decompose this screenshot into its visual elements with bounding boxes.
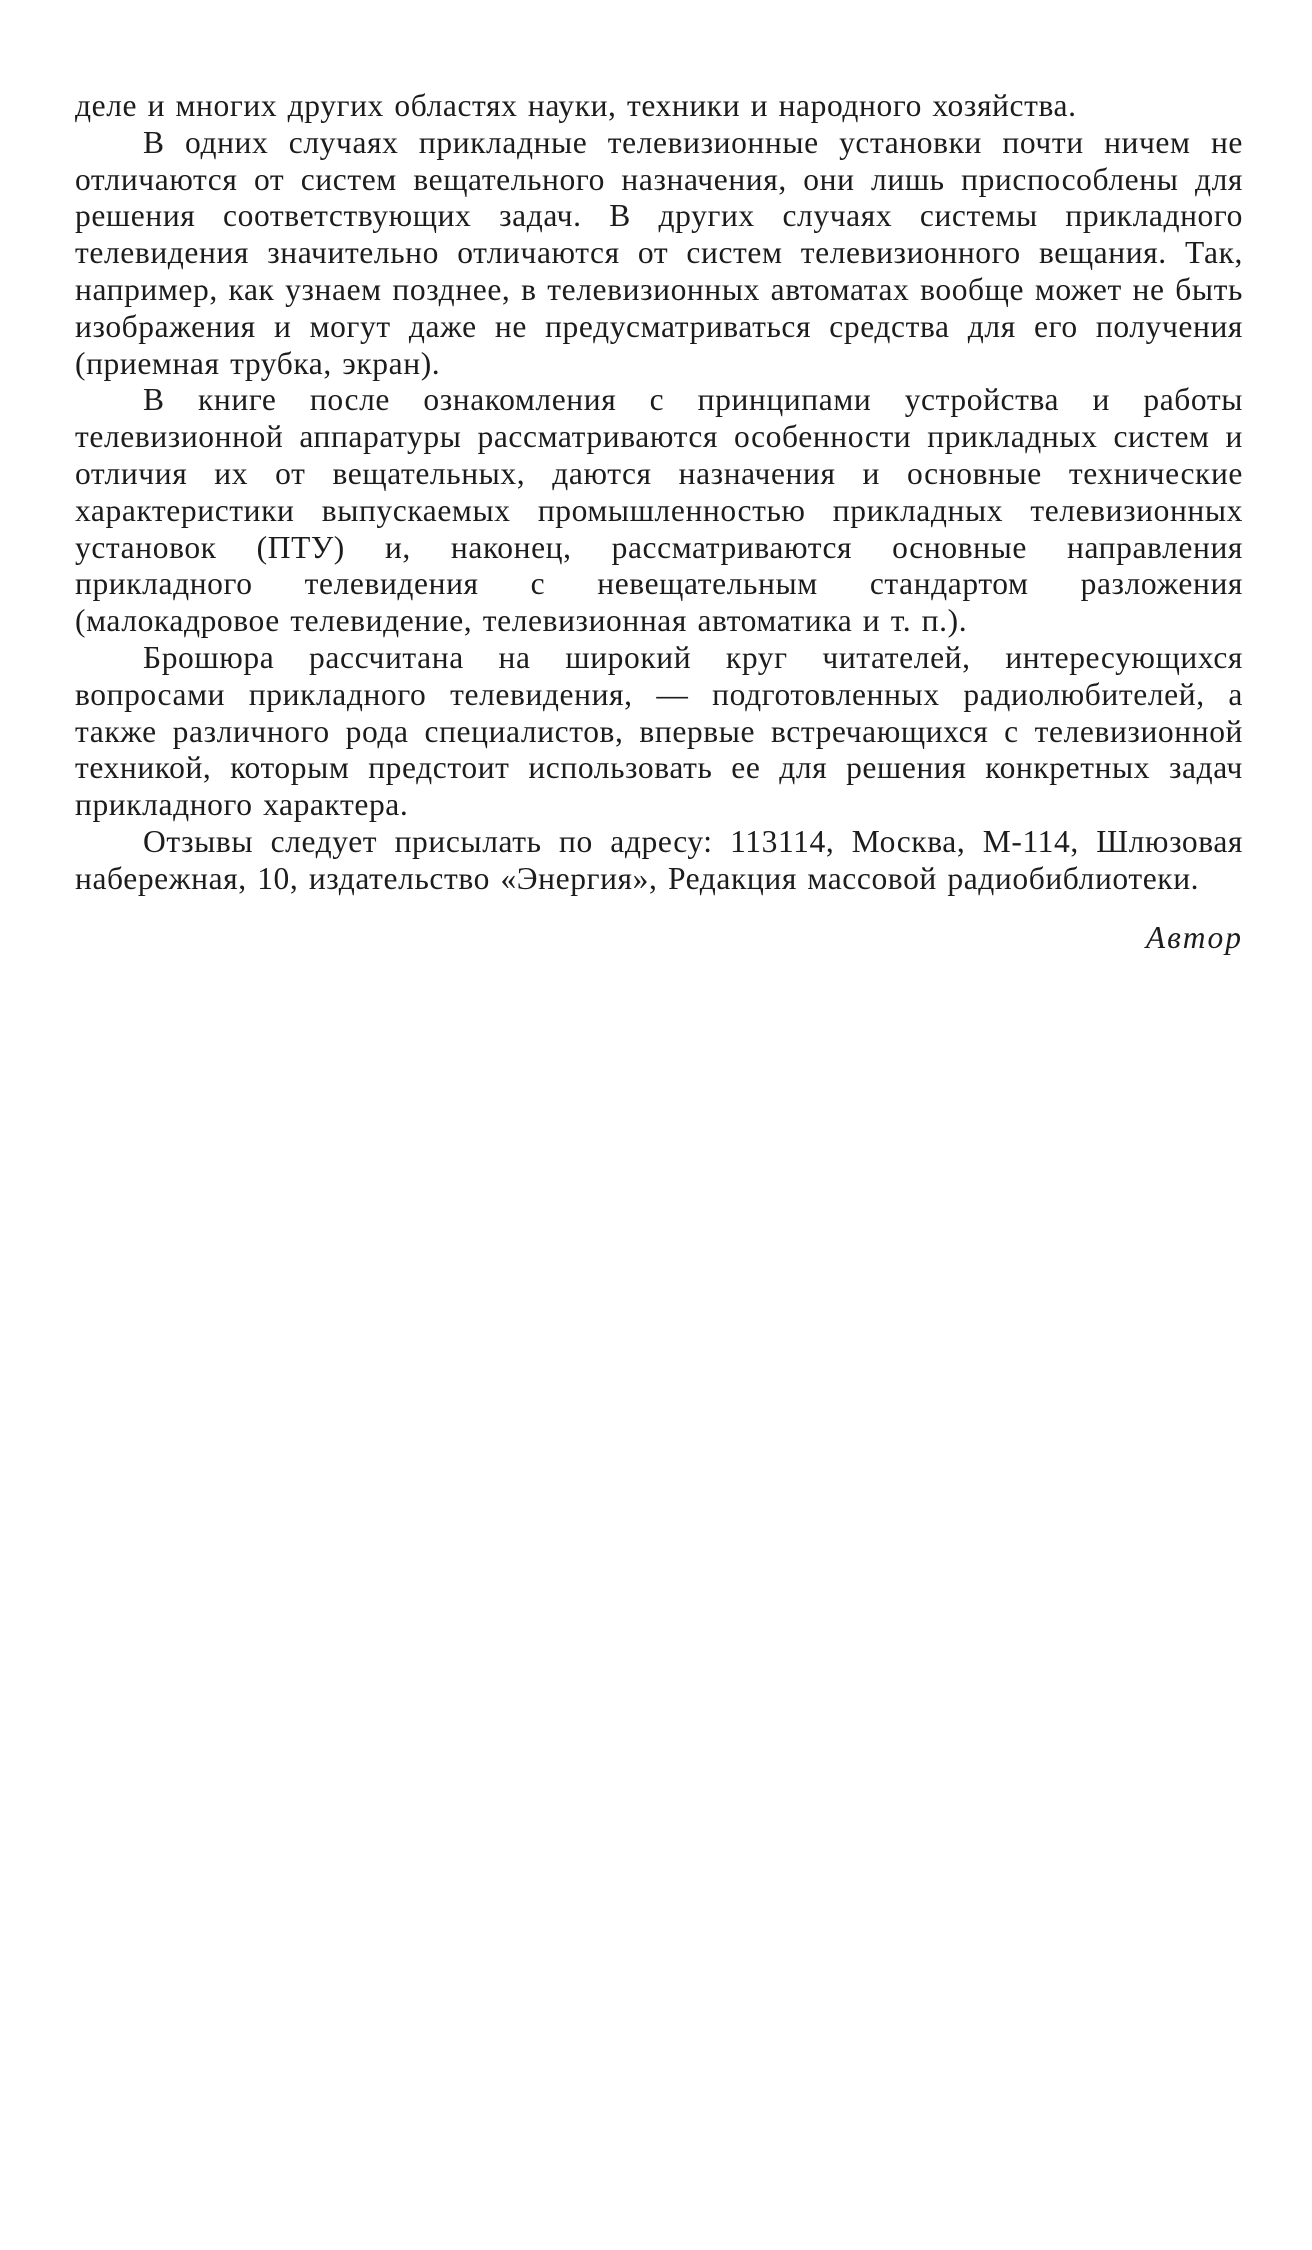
document-page <box>75 88 1243 956</box>
author-signature: Автор <box>1145 919 1243 955</box>
paragraph-feedback: Отзывы следует присылать по адресу: 113114, Москва, М-114, Шлюзовая набережная, 10, издательство «Энергия», Редакция массовой радиобиблиотеки. <box>75 823 1243 896</box>
paragraph-book-contents: В книге после ознакомления с принципами устройства и работы телевизионной аппаратуры рассматриваются особенности прикладных систем и отличия их от вещательных, даются назначения и основные технические характеристики выпускаемых промышленностью прикладных телевизионных установок (ПТУ) и, наконец, рассматриваются основные направления прикладного телевидения с невещательным стандартом разложения (малокадровое телевидение, телевизионная автоматика и т. п.). <box>75 382 1243 639</box>
paragraph-continuation: деле и многих других областях науки, техники и народного хозяйства. <box>75 88 1077 123</box>
paragraph-audience: Брошюра рассчитана на широкий круг читателей, интересующихся вопросами прикладного телевидения, — подготовленных радиолюбителей, а также различного рода специалистов, впервые встречающихся с телевизионной техникой, которым предстоит использовать ее для решения конкретных задач прикладного характера. <box>75 639 1243 823</box>
paragraph-applied-vs-broadcast: В одних случаях прикладные телевизионные установки почти ничем не отличаются от систем вещательного назначения, они лишь приспособлены для решения соответствующих задач. В других случаях системы прикладного телевидения значительно отличаются от систем телевизионного вещания. Так, например, как узнаем позднее, в телевизионных автоматах вообще может не быть изображения и могут даже не предусматриваться средства для его получения (приемная трубка, экран). <box>75 124 1243 381</box>
